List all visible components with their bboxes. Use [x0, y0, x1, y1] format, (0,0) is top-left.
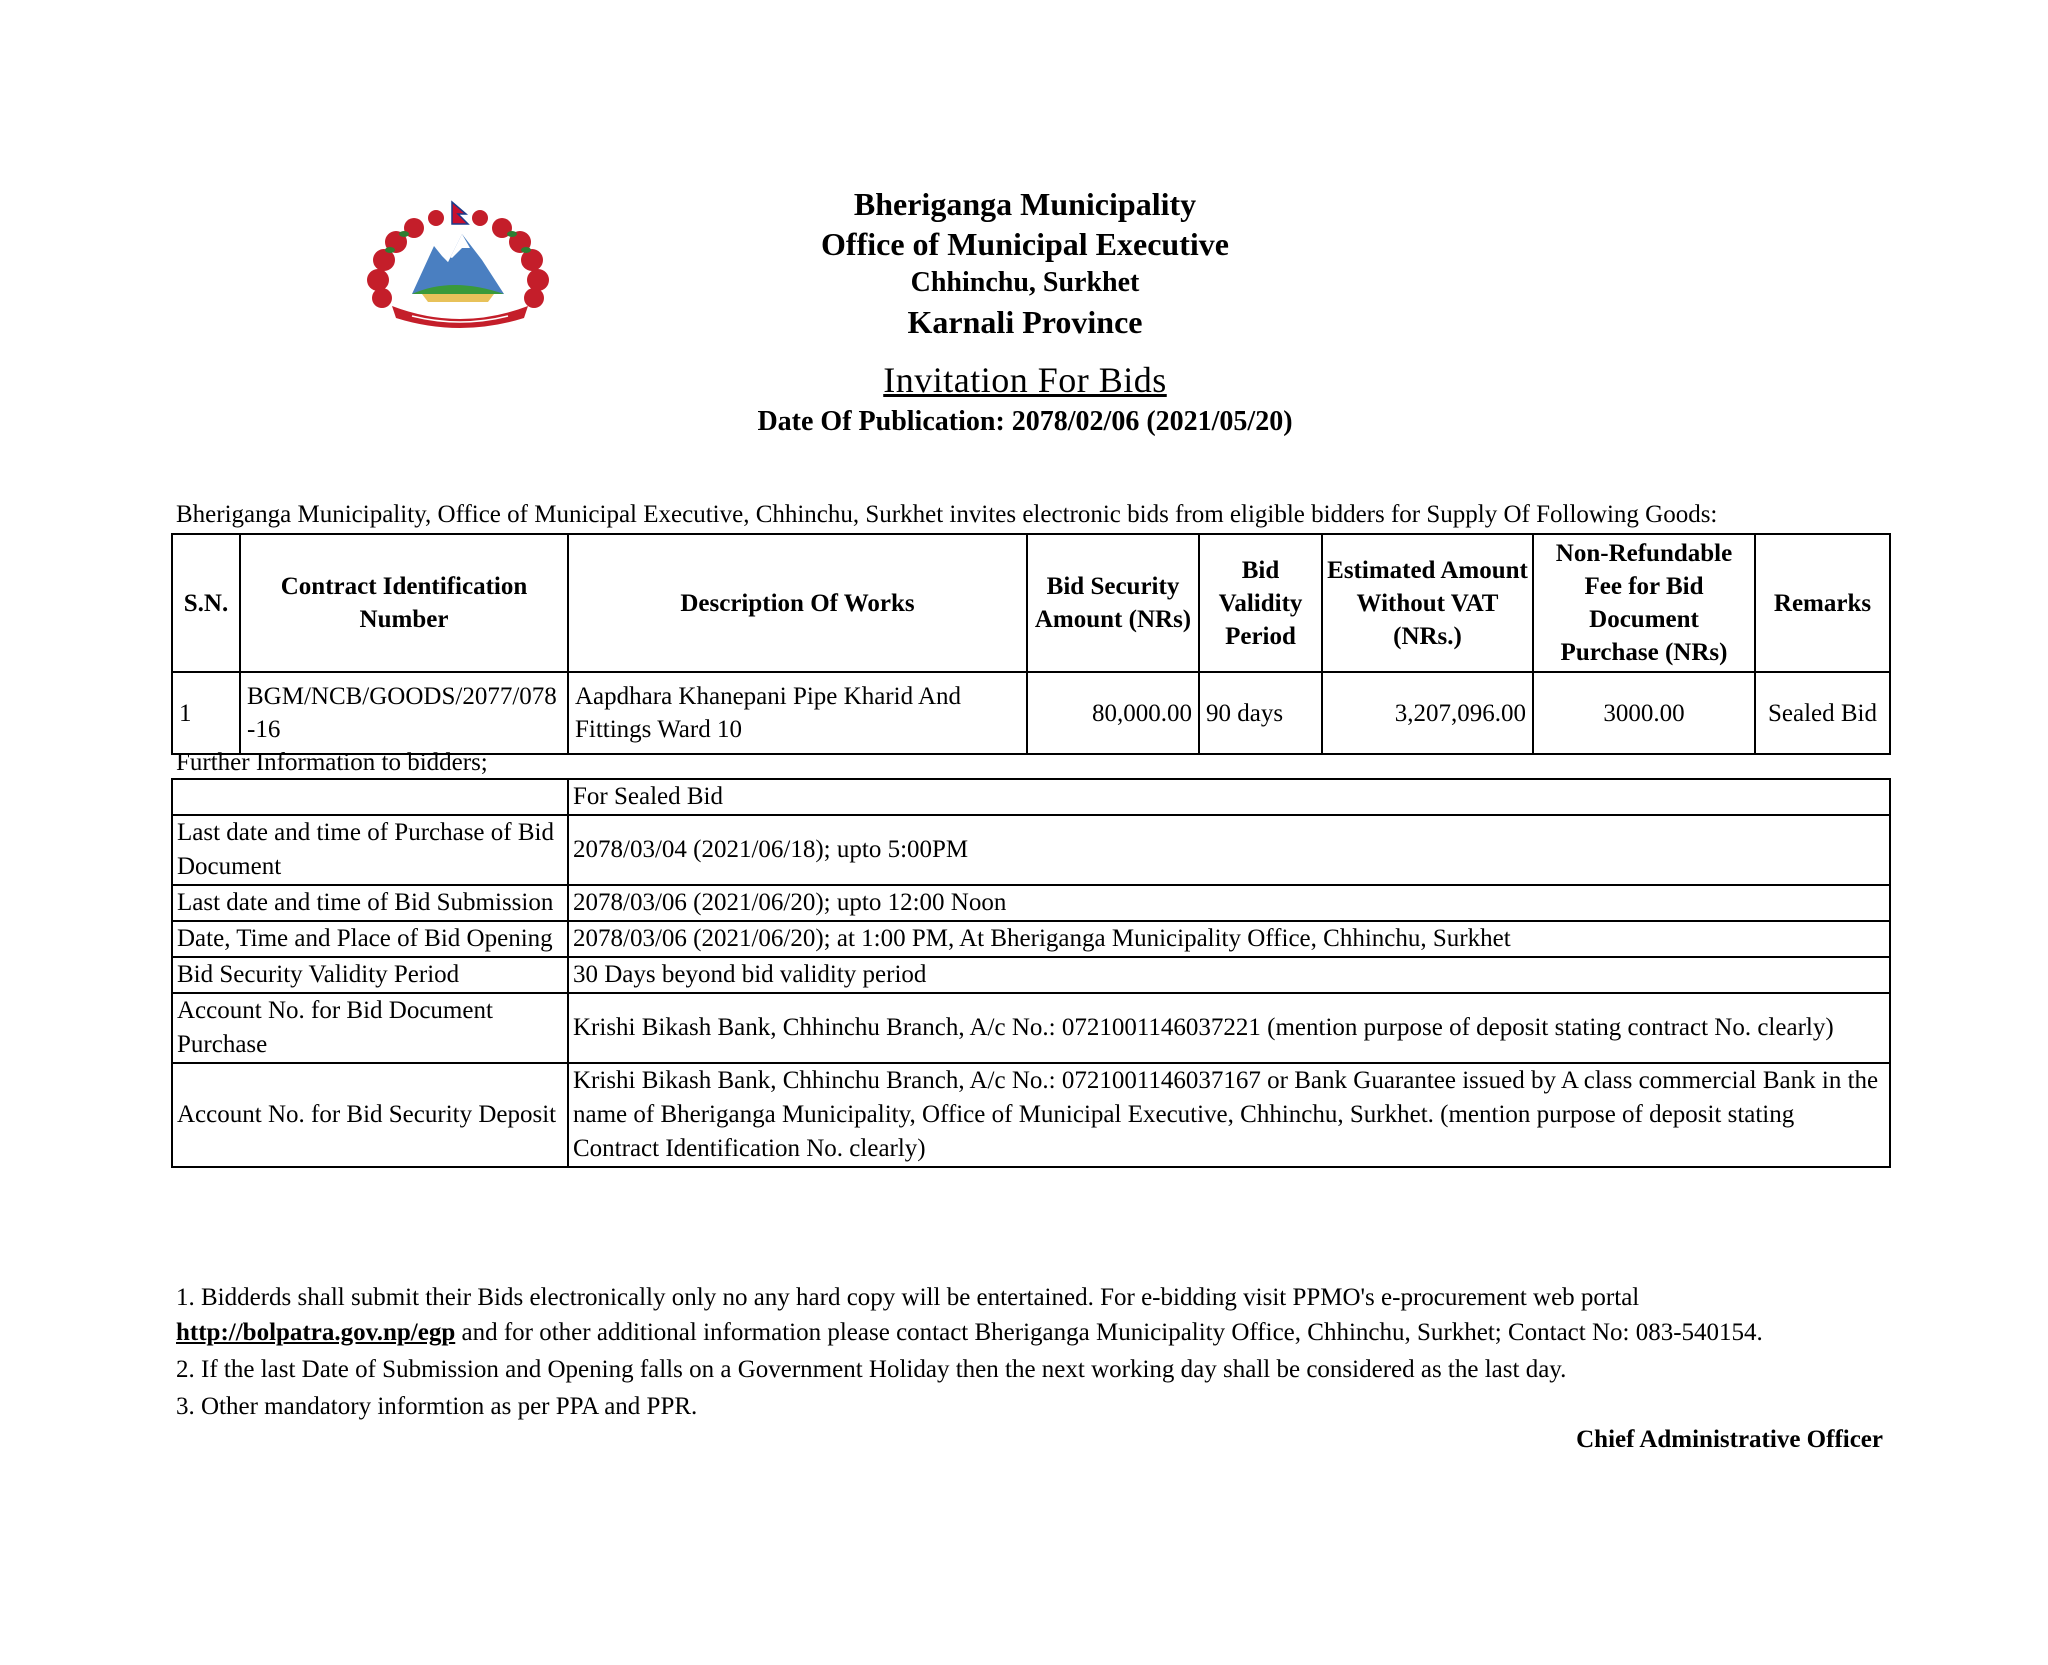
cell-remarks: Sealed Bid: [1755, 672, 1890, 754]
header-bid-security: Bid Security Amount (NRs): [1027, 534, 1199, 672]
note-1-contact: and for other additional information please contact Bheriganga Municipality Office, Chhinchu, Surkhet; Contact No: 083-540154.: [455, 1319, 1763, 1346]
office-name: Office of Municipal Executive: [821, 226, 1229, 262]
cell-validity: 90 days: [1199, 672, 1322, 754]
table-row: [172, 672, 1890, 754]
table-row: [172, 815, 1890, 885]
info-value: 2078/03/06 (2021/06/20); upto 12:00 Noon: [568, 885, 1890, 921]
info-label: Last date and time of Bid Submission: [172, 885, 568, 921]
info-header-row: [172, 779, 1890, 815]
nepal-emblem-icon: [352, 198, 568, 334]
header-remarks: Remarks: [1755, 534, 1890, 672]
info-value: 30 Days beyond bid validity period: [568, 957, 1890, 993]
header-fee: Non-Refundable Fee for Bid Document Purchase (NRs): [1533, 534, 1755, 672]
note-2: 2. If the last Date of Submission and Opening falls on a Government Holiday then the next working day shall be considered as the last day.: [176, 1356, 1567, 1383]
org-name: Bheriganga Municipality: [853, 186, 1197, 222]
table-row: [172, 993, 1890, 1063]
page-title: Invitation For Bids: [883, 360, 1167, 400]
note-3: 3. Other mandatory informtion as per PPA and PPR.: [176, 1393, 698, 1420]
info-label: Account No. for Bid Document Purchase: [172, 993, 568, 1063]
info-value: Krishi Bikash Bank, Chhinchu Branch, A/c No.: 0721001146037167 or Bank Guarantee issued by A class commercial Bank in the name of Bheriganga Municipality, Office of Municipal Executive, Chhinchu, Surkhet. (mention purpose of deposit stating Contract Identification No. clearly): [568, 1063, 1890, 1167]
header-sn: S.N.: [172, 534, 240, 672]
info-label: Date, Time and Place of Bid Opening: [172, 921, 568, 957]
office-location: Chhinchu, Surkhet: [910, 267, 1140, 298]
cell-sn: 1: [172, 672, 240, 754]
info-label: Last date and time of Purchase of Bid Document: [172, 815, 568, 885]
info-header-empty: [172, 779, 568, 815]
bids-header-row: [172, 534, 1890, 672]
table-row: [172, 921, 1890, 957]
bids-table: [171, 533, 1891, 755]
header-description: Description Of Works: [568, 534, 1027, 672]
signature-title: Chief Administrative Officer: [1576, 1426, 1883, 1453]
info-table: [171, 778, 1891, 1168]
info-value: 2078/03/06 (2021/06/20); at 1:00 PM, At Bheriganga Municipality Office, Chhinchu, Surkhet: [568, 921, 1890, 957]
header-validity: Bid Validity Period: [1199, 534, 1322, 672]
province-name: Karnali Province: [907, 304, 1143, 340]
cell-description: Aapdhara Khanepani Pipe Kharid And Fittings Ward 10: [568, 672, 1027, 754]
info-value: Krishi Bikash Bank, Chhinchu Branch, A/c No.: 0721001146037221 (mention purpose of deposit stating contract No. clearly): [568, 993, 1890, 1063]
note-1: [176, 1280, 1896, 1350]
further-info-label: Further Information to bidders;: [176, 749, 488, 776]
cell-estimated: 3,207,096.00: [1322, 672, 1533, 754]
cell-bid-security: 80,000.00: [1027, 672, 1199, 754]
info-label: Account No. for Bid Security Deposit: [172, 1063, 568, 1167]
info-value: 2078/03/04 (2021/06/18); upto 5:00PM: [568, 815, 1890, 885]
egp-portal-link[interactable]: http://bolpatra.gov.np/egp: [176, 1319, 456, 1346]
info-header: For Sealed Bid: [568, 779, 1890, 815]
cell-contract-id: BGM/NCB/GOODS/2077/078-16: [240, 672, 568, 754]
table-row: [172, 885, 1890, 921]
note-1-text: 1. Bidderds shall submit their Bids electronically only no any hard copy will be entertained. For e-bidding visit PPMO's e-procurement web portal: [176, 1284, 1640, 1311]
table-row: [172, 1063, 1890, 1167]
header-estimated: Estimated Amount Without VAT (NRs.): [1322, 534, 1533, 672]
notes-section: [176, 1280, 1896, 1426]
publication-date: Date Of Publication: 2078/02/06 (2021/05/20): [757, 406, 1293, 437]
table-row: [172, 957, 1890, 993]
header-contract-id: Contract Identification Number: [240, 534, 568, 672]
cell-fee: 3000.00: [1533, 672, 1755, 754]
info-label: Bid Security Validity Period: [172, 957, 568, 993]
intro-text: Bheriganga Municipality, Office of Municipal Executive, Chhinchu, Surkhet invites electronic bids from eligible bidders for Supply Of Following Goods:: [176, 501, 1718, 528]
